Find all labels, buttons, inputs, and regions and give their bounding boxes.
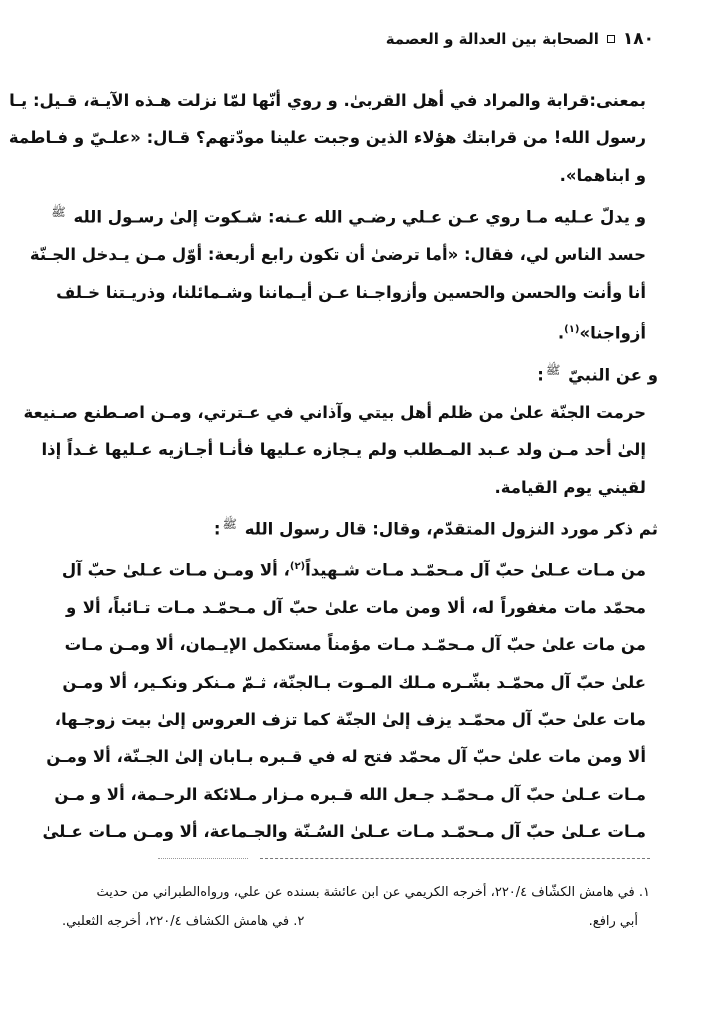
text-line: بمعنى:قرابة والمراد في أهل القربىٰ. و روي أنّها لمّا نزلت هـذه الآيـة، قـيل: يـا: [9, 91, 646, 110]
text-line: مـات عـلىٰ حبّ آل مـحمّـد جـعل الله قـبره مـزار مـلائكة الرحـمة، ألا و مـن: [54, 784, 646, 804]
pbuh-ligature-icon: ﷺ: [222, 516, 237, 531]
text-segment: أزواجنا»: [579, 323, 646, 343]
running-title: الصحابة بين العدالة و العصمة: [385, 30, 599, 48]
footnote-1-continued: أبي رافع.: [588, 914, 638, 929]
footnote-row: [62, 907, 650, 936]
text-segment: و يدلّ عـليه مـا روي عـن عـلي رضـي الله عـنه: شـكوت إلىٰ رسـول الله: [73, 207, 646, 227]
footnote-ref-1[interactable]: (١): [564, 323, 580, 335]
text-line: [61, 548, 646, 589]
text-line: محمّد مات مغفوراً له، ألا ومن مات علىٰ حبّ آل مـحمّـد مـات تـائباً، ألا و: [66, 597, 646, 617]
text-line: علىٰ حبّ آل محمّـد بشّـره مـلك المـوت بـالجنّة، ثـمّ مـنكر ونكـير، ألا ومـن: [62, 672, 646, 692]
pbuh-ligature-icon: ﷺ: [545, 362, 561, 377]
text-line: رسول الله! من قرابتك هؤلاء الذين وجبت علينا مودّتهم؟ قـال: «علـيّ و فـاطمة: [8, 128, 646, 148]
main-text: [8, 82, 658, 851]
text-line: مات علىٰ حبّ آل محمّـد يزف إلىٰ الجنّة كما تزف العروس إلىٰ بيت زوجـها،: [54, 710, 646, 729]
footnote-1: ١. في هامش الكشّاف ٢٢٠/٤، أخرجه الكريمي عن ابن عائشة بسنده عن علي، ورواه‌الطبراني من حديث: [96, 885, 650, 900]
text-line: حرمت الجنّة علىٰ من ظلم أهل بيتي وآذاني في عـترتي، ومـن اصـطنع صـنيعة: [23, 402, 646, 422]
text-line: [51, 194, 646, 236]
text-line: لقيني يوم القيامة.: [494, 477, 646, 497]
text-line: أزواجنا»$^{(١)}$.: [557, 323, 646, 343]
text-line: و عن النبيّ ﷺ:: [66, 352, 658, 394]
footnote-2: ٢. في هامش الكشاف ٢٢٠/٤، أخرجه الثعلبي.: [62, 914, 305, 929]
text-line: ألا ومن مات علىٰ حبّ آل محمّد فتح له في قـبره بـابان إلىٰ الجـنّة، ألا ومـن: [46, 747, 646, 767]
text-line: مـات عـلىٰ حبّ آل مـحمّـد مـات عـلىٰ السُـنّة والجـماعة، ألا ومـن مـات عـلىٰ: [42, 822, 646, 842]
text-segment: و عن النبيّ: [568, 365, 658, 385]
text-segment: من مـات عـلىٰ حبّ آل مـحمّـد مـات شـهيداً: [305, 560, 646, 580]
pbuh-ligature-icon: ﷺ: [51, 205, 66, 220]
text-segment: ، ألا ومـن مـات عـلىٰ حبّ آل: [61, 560, 290, 580]
text-line: إلىٰ أحد مـن ولد عـبد المـطلب ولم يـجازه عـليها فأنـا أجـازيه عـليها غـداً إذا: [41, 440, 646, 460]
page-header: [62, 24, 654, 54]
separator-square-icon: [607, 35, 615, 43]
text-line: ثم ذكر مورد النزول المتقدّم، وقال: قال رسول الله ﷺ:: [66, 506, 658, 548]
text-line: و ابناهما».: [559, 165, 646, 185]
page-number: ١٨٠: [622, 29, 654, 49]
footnote-divider-short: [158, 858, 248, 859]
text-line: أنا وأنت والحسن والحسين وأزواجـنا عـن أيـماننا وشـمائلنا، وذريـتنا خـلف: [56, 282, 646, 302]
footnote-divider: [260, 858, 650, 859]
footnotes: [62, 878, 650, 936]
text-line: حسد الناس لي، فقال: «أما ترضىٰ أن تكون رابع أربعة: أوّل مـن يـدخل الجـنّة: [29, 245, 646, 265]
text-line: من مات علىٰ حبّ آل مـحمّـد مـات مؤمناً مستكمل الإيـمان، ألا ومـن مـات: [64, 635, 646, 655]
text-segment: ثم ذكر مورد النزول المتقدّم، وقال: قال رسول الله: [244, 519, 658, 539]
footnote-ref-2[interactable]: (٢): [289, 560, 306, 572]
